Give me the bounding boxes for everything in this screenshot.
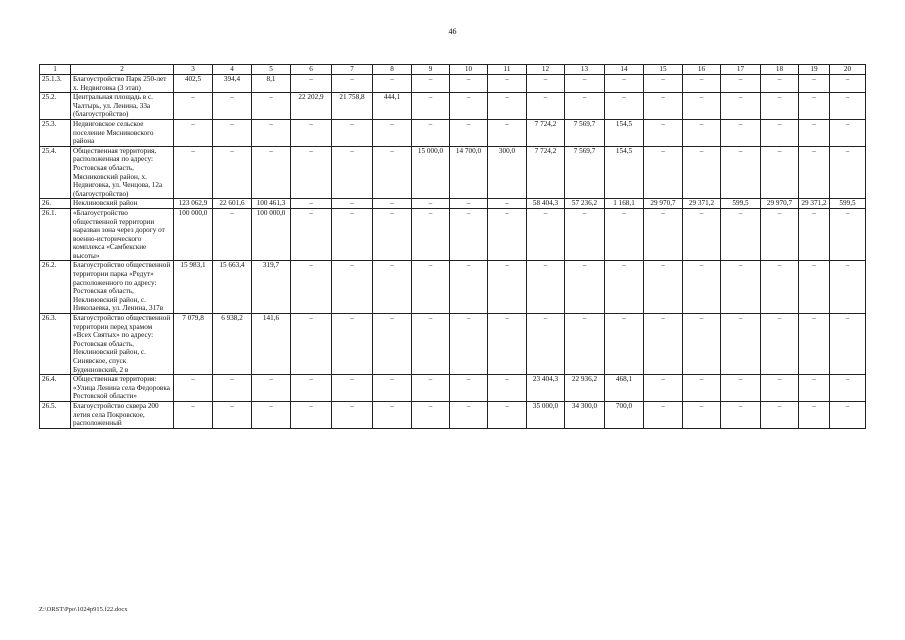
value-cell: – [373, 208, 412, 261]
row-name: Благоустройство общественной территории парка «Редут» расположенного по адресу: Ростовская область, Неклиновский район, с. Николаевка, ул. Ленина, 317в [71, 261, 174, 314]
value-cell: – [721, 208, 761, 261]
value-cell: 29 970,7 [644, 199, 683, 209]
value-cell: – [252, 375, 291, 402]
value-cell: – [799, 75, 830, 93]
column-header: 14 [605, 65, 644, 75]
row-name: Благоустройство сквера 200 летия села Покровское, расположенный [71, 401, 174, 428]
value-cell: 29 371,2 [683, 199, 721, 209]
value-cell: – [332, 261, 373, 314]
value-cell: – [799, 261, 830, 314]
value-cell: – [213, 208, 252, 261]
value-cell: – [332, 314, 373, 375]
value-cell: – [252, 401, 291, 428]
value-cell: – [830, 261, 866, 314]
value-cell: – [488, 314, 527, 375]
value-cell: – [644, 119, 683, 146]
value-cell: 21 758,8 [332, 93, 373, 120]
table-body [40, 75, 866, 429]
value-cell: – [332, 401, 373, 428]
value-cell: – [605, 75, 644, 93]
value-cell: 14 700,0 [450, 146, 488, 199]
value-cell: – [761, 314, 799, 375]
value-cell: 7 569,7 [565, 119, 605, 146]
value-cell: – [644, 93, 683, 120]
value-cell: – [252, 146, 291, 199]
header-row [40, 65, 866, 75]
value-cell: – [174, 401, 213, 428]
value-cell: – [488, 75, 527, 93]
value-cell: 300,0 [488, 146, 527, 199]
column-header: 11 [488, 65, 527, 75]
value-cell: 444,1 [373, 93, 412, 120]
value-cell: 15 663,4 [213, 261, 252, 314]
value-cell: – [488, 375, 527, 402]
value-cell: – [830, 401, 866, 428]
column-header: 7 [332, 65, 373, 75]
value-cell: – [799, 401, 830, 428]
column-header: 18 [761, 65, 799, 75]
value-cell: – [761, 119, 799, 146]
row-code: 26.2. [40, 261, 71, 314]
column-header: 1 [40, 65, 71, 75]
value-cell: 394,4 [213, 75, 252, 93]
value-cell: 123 062,9 [174, 199, 213, 209]
value-cell: – [174, 146, 213, 199]
row-name: Общественная территория: «Улица Ленина села Федоровка Ростовской области» [71, 375, 174, 402]
value-cell: 22 202,9 [291, 93, 332, 120]
column-header: 16 [683, 65, 721, 75]
value-cell: – [721, 375, 761, 402]
value-cell: – [412, 401, 450, 428]
value-cell: – [412, 75, 450, 93]
value-cell: 8,1 [252, 75, 291, 93]
value-cell: – [373, 199, 412, 209]
row-name: Недвиговское сельское поселение Мясниковского района [71, 119, 174, 146]
value-cell: 22 601,6 [213, 199, 252, 209]
value-cell: – [565, 314, 605, 375]
column-header: 19 [799, 65, 830, 75]
value-cell: – [412, 93, 450, 120]
row-code: 25.2. [40, 93, 71, 120]
value-cell: 141,6 [252, 314, 291, 375]
value-cell: – [174, 119, 213, 146]
value-cell: 468,1 [605, 375, 644, 402]
value-cell: – [488, 401, 527, 428]
column-header: 20 [830, 65, 866, 75]
value-cell: – [644, 401, 683, 428]
value-cell: – [644, 208, 683, 261]
row-code: 26. [40, 199, 71, 209]
value-cell: – [683, 401, 721, 428]
value-cell: – [450, 199, 488, 209]
value-cell: – [488, 208, 527, 261]
value-cell: 1 168,1 [605, 199, 644, 209]
value-cell: – [799, 314, 830, 375]
value-cell: – [761, 375, 799, 402]
value-cell: – [721, 314, 761, 375]
value-cell: 154,5 [605, 146, 644, 199]
value-cell: – [565, 75, 605, 93]
value-cell: – [644, 261, 683, 314]
value-cell: – [683, 93, 721, 120]
value-cell: – [373, 401, 412, 428]
column-header: 4 [213, 65, 252, 75]
value-cell: – [488, 199, 527, 209]
value-cell: 58 404,3 [527, 199, 565, 209]
value-cell: – [644, 75, 683, 93]
value-cell: – [291, 261, 332, 314]
value-cell: – [174, 93, 213, 120]
column-header: 17 [721, 65, 761, 75]
value-cell: – [761, 146, 799, 199]
value-cell: – [291, 75, 332, 93]
value-cell: – [332, 208, 373, 261]
value-cell: – [450, 261, 488, 314]
budget-table [39, 64, 866, 429]
value-cell: – [830, 208, 866, 261]
value-cell: – [213, 375, 252, 402]
table-row [40, 375, 866, 402]
value-cell: – [565, 208, 605, 261]
value-cell: – [683, 314, 721, 375]
footer-file-path: Z:\ORST\Ppo\1024p915.f22.docx [39, 606, 128, 613]
value-cell: – [565, 261, 605, 314]
value-cell: 319,7 [252, 261, 291, 314]
value-cell: 7 724,2 [527, 119, 565, 146]
value-cell: – [830, 93, 866, 120]
value-cell: – [830, 146, 866, 199]
row-code: 26.1. [40, 208, 71, 261]
value-cell: – [373, 119, 412, 146]
value-cell: – [332, 146, 373, 199]
row-code: 26.3. [40, 314, 71, 375]
value-cell: – [683, 75, 721, 93]
value-cell: – [683, 208, 721, 261]
column-header: 5 [252, 65, 291, 75]
value-cell: 7 569,7 [565, 146, 605, 199]
value-cell: – [799, 146, 830, 199]
value-cell: 57 236,2 [565, 199, 605, 209]
value-cell: – [450, 375, 488, 402]
value-cell: – [605, 93, 644, 120]
value-cell: – [450, 314, 488, 375]
value-cell: – [291, 146, 332, 199]
column-header: 10 [450, 65, 488, 75]
row-code: 26.5. [40, 401, 71, 428]
value-cell: – [291, 208, 332, 261]
value-cell: 100 461,3 [252, 199, 291, 209]
value-cell: – [721, 75, 761, 93]
value-cell: – [450, 208, 488, 261]
table-row [40, 199, 866, 209]
value-cell: – [605, 314, 644, 375]
value-cell: – [332, 119, 373, 146]
value-cell: – [252, 93, 291, 120]
value-cell: – [721, 401, 761, 428]
value-cell: – [332, 199, 373, 209]
value-cell: – [291, 375, 332, 402]
value-cell: – [412, 314, 450, 375]
row-name: Неклиновский район [71, 199, 174, 209]
value-cell: – [213, 146, 252, 199]
value-cell: – [799, 93, 830, 120]
column-header: 2 [71, 65, 174, 75]
value-cell: – [761, 208, 799, 261]
value-cell: – [721, 146, 761, 199]
value-cell: – [683, 261, 721, 314]
value-cell: – [830, 75, 866, 93]
value-cell: – [213, 401, 252, 428]
value-cell: – [605, 208, 644, 261]
value-cell: – [644, 146, 683, 199]
value-cell: – [373, 375, 412, 402]
value-cell: – [605, 261, 644, 314]
value-cell: – [488, 261, 527, 314]
value-cell: 23 404,3 [527, 375, 565, 402]
value-cell: – [565, 93, 605, 120]
table-row [40, 401, 866, 428]
row-name: «Благоустройство общественной территории наразван зона через дорогу от военно-исторического комплекса «Самбекские высоты» [71, 208, 174, 261]
table-row [40, 119, 866, 146]
value-cell: 700,0 [605, 401, 644, 428]
value-cell: – [450, 93, 488, 120]
column-header: 12 [527, 65, 565, 75]
value-cell: 35 000,0 [527, 401, 565, 428]
value-cell: – [721, 261, 761, 314]
row-code: 26.4. [40, 375, 71, 402]
value-cell: – [527, 314, 565, 375]
value-cell: – [450, 119, 488, 146]
value-cell: – [527, 75, 565, 93]
row-name: Центральная площадь в с. Чалтырь, ул. Ленина, 33а (благоустройство) [71, 93, 174, 120]
value-cell: 7 724,2 [527, 146, 565, 199]
value-cell: – [291, 401, 332, 428]
value-cell: – [373, 75, 412, 93]
value-cell: – [830, 375, 866, 402]
value-cell: – [488, 119, 527, 146]
value-cell: – [799, 208, 830, 261]
row-code: 25.3. [40, 119, 71, 146]
column-header: 13 [565, 65, 605, 75]
value-cell: – [213, 119, 252, 146]
column-header: 6 [291, 65, 332, 75]
value-cell: – [291, 119, 332, 146]
value-cell: – [373, 261, 412, 314]
value-cell: – [291, 314, 332, 375]
value-cell: – [721, 119, 761, 146]
value-cell: 29 371,2 [799, 199, 830, 209]
value-cell: – [332, 75, 373, 93]
value-cell: 100 000,0 [174, 208, 213, 261]
value-cell: – [761, 261, 799, 314]
value-cell: – [332, 375, 373, 402]
table-row [40, 314, 866, 375]
value-cell: – [761, 93, 799, 120]
value-cell: – [761, 401, 799, 428]
table-row [40, 93, 866, 120]
value-cell: – [799, 119, 830, 146]
value-cell: 154,5 [605, 119, 644, 146]
value-cell: – [412, 199, 450, 209]
value-cell: – [174, 375, 213, 402]
value-cell: – [761, 75, 799, 93]
value-cell: 29 970,7 [761, 199, 799, 209]
value-cell: – [683, 375, 721, 402]
row-name: Общественная территория, расположенная по адресу: Ростовская область, Мясниковский район, х. Недвиговка, ул. Ченцова, 12а (благоустройство) [71, 146, 174, 199]
value-cell: – [683, 119, 721, 146]
value-cell: – [830, 119, 866, 146]
value-cell: 599,5 [721, 199, 761, 209]
row-code: 25.4. [40, 146, 71, 199]
value-cell: – [450, 75, 488, 93]
value-cell: 7 079,8 [174, 314, 213, 375]
value-cell: – [488, 93, 527, 120]
value-cell: 34 300,0 [565, 401, 605, 428]
table-row [40, 261, 866, 314]
column-header: 15 [644, 65, 683, 75]
value-cell: – [644, 375, 683, 402]
value-cell: 599,5 [830, 199, 866, 209]
page-number: 46 [448, 27, 457, 36]
value-cell: 15 000,0 [412, 146, 450, 199]
value-cell: – [373, 314, 412, 375]
table-row [40, 208, 866, 261]
row-code: 25.1.3. [40, 75, 71, 93]
value-cell: – [252, 119, 291, 146]
value-cell: – [683, 146, 721, 199]
value-cell: – [412, 208, 450, 261]
column-header: 8 [373, 65, 412, 75]
value-cell: 15 983,1 [174, 261, 213, 314]
value-cell: – [412, 261, 450, 314]
column-header: 3 [174, 65, 213, 75]
value-cell: – [527, 261, 565, 314]
table-row [40, 75, 866, 93]
value-cell: – [721, 93, 761, 120]
value-cell: – [799, 375, 830, 402]
table-row [40, 146, 866, 199]
value-cell: – [412, 119, 450, 146]
value-cell: – [213, 93, 252, 120]
value-cell: – [830, 314, 866, 375]
value-cell: 402,5 [174, 75, 213, 93]
value-cell: – [373, 146, 412, 199]
value-cell: 100 000,0 [252, 208, 291, 261]
value-cell: – [412, 375, 450, 402]
value-cell: – [527, 208, 565, 261]
value-cell: – [450, 401, 488, 428]
value-cell: 22 936,2 [565, 375, 605, 402]
row-name: Благоустройство общественной территории перед храмом «Всех Святых» по адресу: Ростовская область, Неклиновский район, с. Синявское, спуск Буденновский, 2 в [71, 314, 174, 375]
value-cell: – [644, 314, 683, 375]
column-header: 9 [412, 65, 450, 75]
value-cell: 6 938,2 [213, 314, 252, 375]
row-name: Благоустройство Парк 250-лет х. Недвиговка (3 этап) [71, 75, 174, 93]
value-cell: – [291, 199, 332, 209]
value-cell: – [527, 93, 565, 120]
